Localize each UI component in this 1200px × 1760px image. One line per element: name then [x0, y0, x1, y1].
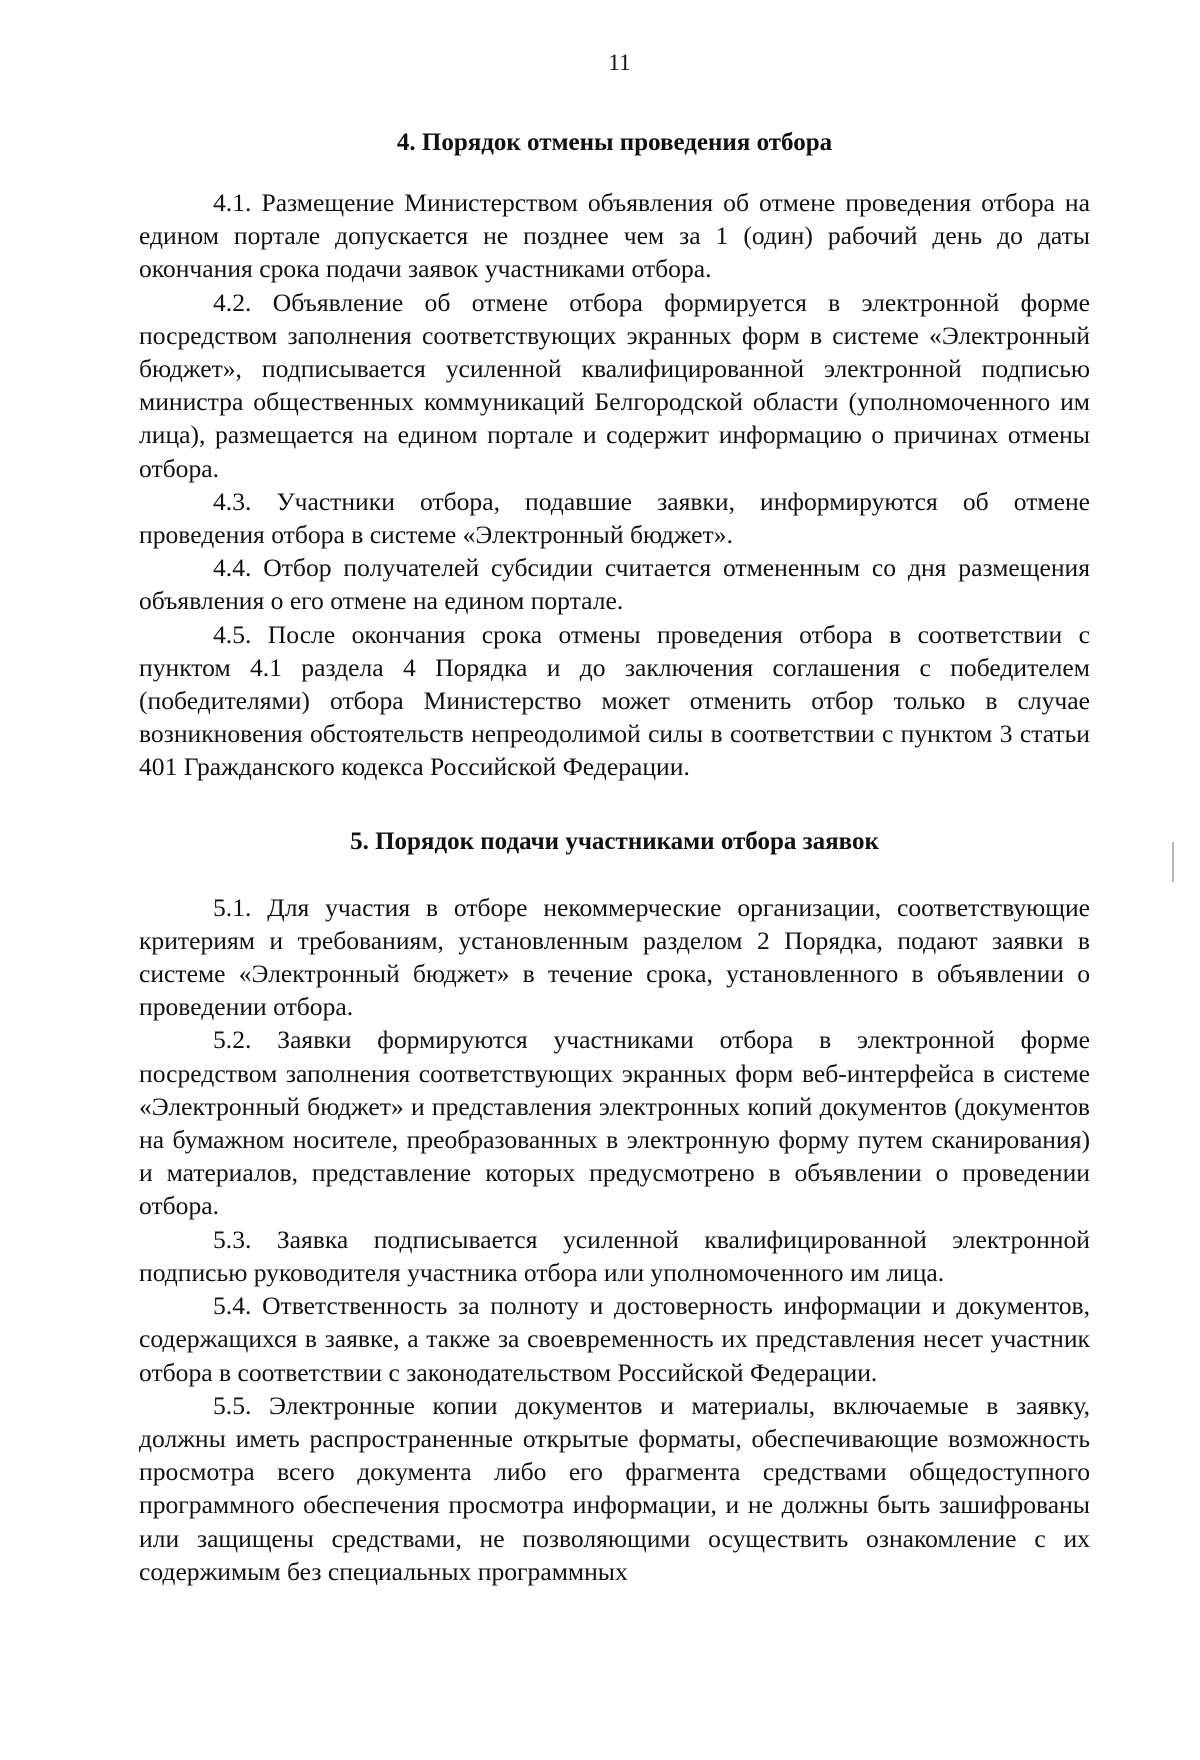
- scan-artifact-line: [1172, 842, 1174, 882]
- page-number: 11: [608, 50, 631, 75]
- paragraph-4-2: 4.2. Объявление об отмене отбора формируется в электронной форме посредством заполнения соответствующих экранных форм в системе «Электронный бюджет», подписывается усиленной квалифицированной электронной подписью министра общественных коммуникаций Белгородской области (уполномоченного им лица), размещается на едином портале и содержит информацию о причинах отмены отбора.: [139, 287, 1090, 483]
- paragraph-5-4: 5.4. Ответственность за полноту и достоверность информации и документов, содержащихся в заявке, а также за своевременность их представления несет участник отбора в соответствии с законодательством Российской Федерации.: [139, 1291, 1090, 1387]
- paragraph-5-2: 5.2. Заявки формируются участниками отбора в электронной форме посредством заполнения соответствующих экранных форм веб-интерфейса в системе «Электронный бюджет» и представления электронных копий документов (документов на бумажном носителе, преобразованных в электронную форму путем сканирования) и материалов, представление которых предусмотрено в объявлении о проведении отбора.: [139, 1025, 1090, 1221]
- section-4-title: 4. Порядок отмены проведения отбора: [396, 129, 833, 156]
- paragraph-5-5: 5.5. Электронные копии документов и материалы, включаемые в заявку, должны иметь распространенные открытые форматы, обеспечивающие возможность просмотра всего документа либо его фрагмента средствами общедоступного программного обеспечения просмотра информации, и не должны быть зашифрованы или защищены средствами, не позволяющими осуществить ознакомление с их содержимым без специальных программных: [139, 1390, 1090, 1586]
- paragraph-4-1: 4.1. Размещение Министерством объявления об отмене проведения отбора на едином портале допускается не позднее чем за 1 (один) рабочий день до даты окончания срока подачи заявок участниками отбора.: [139, 188, 1090, 284]
- paragraph-4-4: 4.4. Отбор получателей субсидии считается отмененным со дня размещения объявления о его отмене на едином портале.: [139, 553, 1090, 616]
- paragraph-4-3: 4.3. Участники отбора, подавшие заявки, информируются об отмене проведения отбора в системе «Электронный бюджет».: [139, 486, 1090, 550]
- paragraph-5-1: 5.1. Для участия в отборе некоммерческие организации, соответствующие критериям и требованиям, установленным разделом 2 Порядка, подают заявки в системе «Электронный бюджет» в течение срока, установленного в объявлении о проведении отбора.: [139, 892, 1090, 1022]
- section-5-title: 5. Порядок подачи участниками отбора заявок: [350, 827, 879, 855]
- paragraph-5-3: 5.3. Заявка подписывается усиленной квалифицированной электронной подписью руководителя участника отбора или уполномоченного им лица.: [139, 1224, 1090, 1287]
- paragraph-4-5: 4.5. После окончания срока отмены проведения отбора в соответствии с пунктом 4.1 раздела 4 Порядка и до заключения соглашения с победителем (победителями) отбора Министерство может отменить отбор только в случае возникновения обстоятельств непреодолимой силы в соответствии с пунктом 3 статьи 401 Гражданского кодекса Российской Федерации.: [139, 619, 1090, 782]
